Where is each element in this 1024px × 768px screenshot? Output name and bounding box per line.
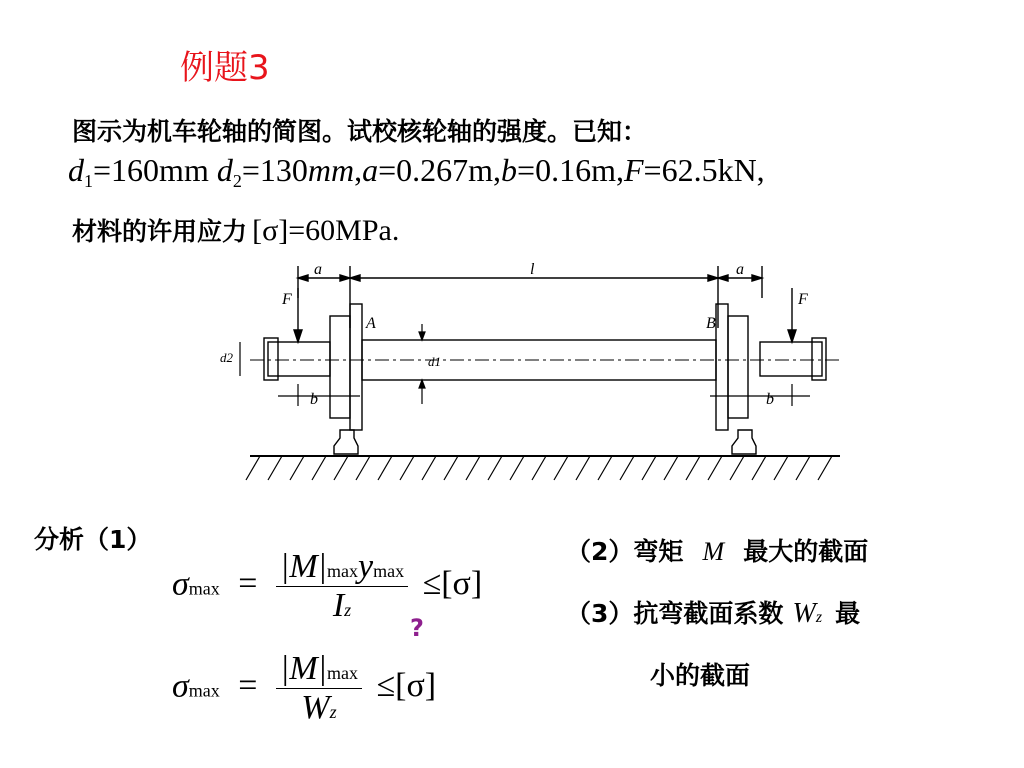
f2-numerator xyxy=(276,650,362,689)
f2-equals: = xyxy=(238,667,258,705)
f2-section-modulus: W xyxy=(301,689,330,726)
label-B: B xyxy=(706,315,716,332)
f1-inertia-sub: z xyxy=(344,600,352,620)
note2-prefix: （2）弯矩 xyxy=(566,537,684,566)
label-l: l xyxy=(530,261,535,278)
f1-sigma-sub: max xyxy=(188,578,220,599)
note3-prefix: （3）抗弯截面系数 xyxy=(566,599,784,628)
f1-denominator xyxy=(276,587,408,625)
d2-value: =130 xyxy=(241,152,308,188)
label-d1: d1 xyxy=(428,354,441,369)
f2-denominator xyxy=(276,689,362,727)
f1-fraction xyxy=(276,548,408,625)
note3-line2: 小的截面 xyxy=(650,661,751,690)
note3-symbol: W xyxy=(792,598,816,629)
label-b-right: b xyxy=(766,391,774,408)
left-journal xyxy=(268,342,330,376)
f2-sigma-sub: max xyxy=(188,680,220,701)
f2-relation: ≤[σ] xyxy=(376,667,437,705)
a-symbol: a xyxy=(362,152,379,188)
label-F-right: F xyxy=(798,291,808,308)
note2-suffix: 最大的截面 xyxy=(743,537,869,566)
label-a-right: a xyxy=(736,261,744,278)
f1-relation: ≤[σ] xyxy=(422,565,483,603)
f1-inertia: I xyxy=(332,587,345,624)
f2-moment: |M| xyxy=(279,650,327,687)
analysis-heading: 分析（1） xyxy=(34,525,152,554)
d2-symbol: d xyxy=(216,152,233,188)
d2-unit: mm xyxy=(307,152,355,188)
question-mark: ? xyxy=(410,614,424,642)
ground-hatching xyxy=(246,456,832,480)
label-b-left: b xyxy=(310,391,318,408)
f1-sigma: σ xyxy=(172,565,189,603)
F-value: =62.5kN, xyxy=(643,152,765,188)
d1-symbol: d xyxy=(68,152,84,188)
f2-moment-sub: max xyxy=(326,663,358,683)
allowable-stress-label: 材料的许用应力 xyxy=(72,217,248,246)
note3-subscript: z xyxy=(815,609,823,626)
f2-fraction xyxy=(276,650,362,727)
label-F-left: F xyxy=(282,291,292,308)
note3-suffix: 最 xyxy=(835,599,861,628)
F-symbol: F xyxy=(623,152,644,188)
f2-sigma: σ xyxy=(172,667,189,705)
d1-subscript: 1 xyxy=(84,171,93,191)
note2-symbol: M xyxy=(702,537,725,566)
f1-equals: = xyxy=(238,565,258,603)
f1-moment-sub: max xyxy=(326,561,358,581)
f1-moment: |M| xyxy=(279,548,327,585)
label-A: A xyxy=(366,315,376,332)
note-min-section-modulus xyxy=(566,594,860,630)
formula-stress-section-modulus xyxy=(172,650,436,727)
f1-y-sub: max xyxy=(373,561,405,581)
a-value: =0.267m, xyxy=(378,152,502,188)
note-max-moment xyxy=(566,532,868,568)
f1-numerator xyxy=(276,548,408,587)
d2-subscript: 2 xyxy=(232,171,242,191)
d1-value: =160mm xyxy=(93,152,209,188)
left-wheel xyxy=(330,316,350,418)
givens-line: $d_1=160mm$ $d_2=130mm,a=0.267m,b=0.16m,F=62.5kN$, xyxy=(68,152,765,191)
left-rail xyxy=(334,430,358,454)
b-symbol: b xyxy=(501,152,518,188)
right-journal xyxy=(760,342,822,376)
f1-y: y xyxy=(357,548,374,585)
formula-stress-max xyxy=(172,548,482,625)
label-d2: d2 xyxy=(220,350,233,365)
allowable-stress-value: [σ]=60MPa. xyxy=(252,214,400,247)
right-rail xyxy=(732,430,756,454)
problem-intro: 图示为机车轮轴的简图。试校核轮轴的强度。已知： xyxy=(72,117,648,146)
right-wheel xyxy=(728,316,748,418)
allowable-stress-line xyxy=(72,212,399,248)
axle-diagram xyxy=(210,258,840,490)
page-title: 例题3 xyxy=(180,48,270,88)
f2-section-modulus-sub: z xyxy=(329,702,337,722)
label-a-left: a xyxy=(314,261,322,278)
b-value: =0.16m, xyxy=(517,152,624,188)
